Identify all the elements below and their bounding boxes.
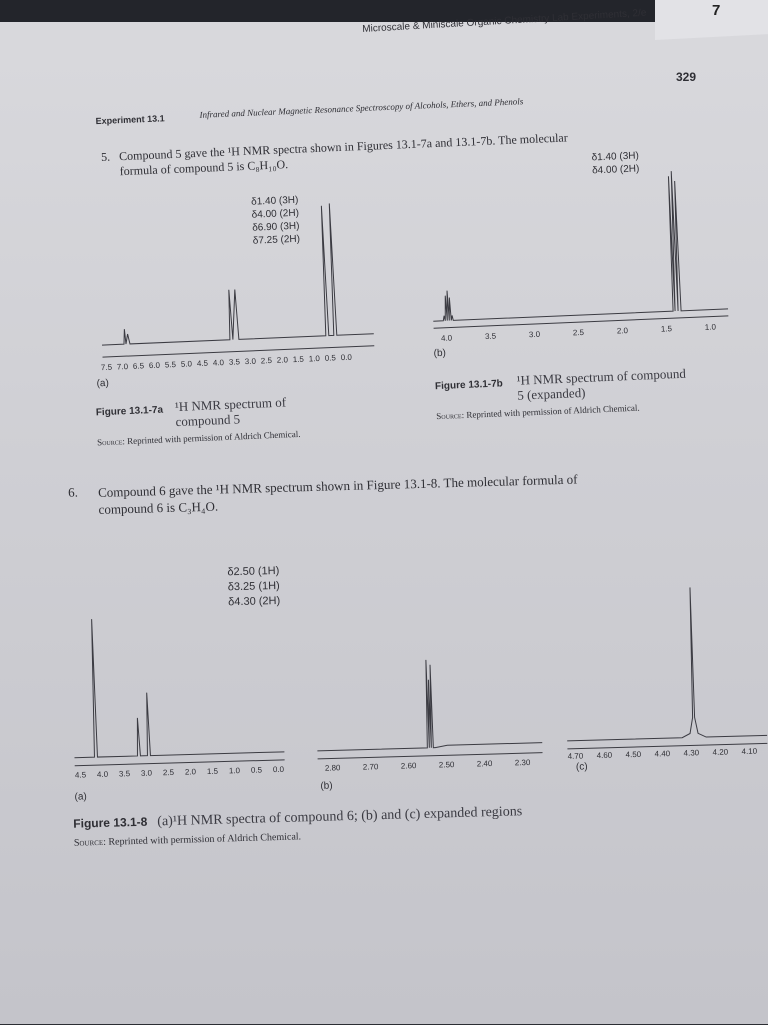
peak-shift: δ7.25 (2H) <box>252 233 301 247</box>
question-5-text: Compound 5 gave the ¹H NMR spectra shown in Figures 13.1-7a and 13.1-7b. The molecular formula of compound 5 is C₈H₁₀O. <box>118 130 568 179</box>
tick-label: 1.0 <box>308 353 321 364</box>
figure-source <box>97 425 387 447</box>
tick-label: 3.0 <box>244 356 257 367</box>
panel-label-8a: (a) <box>74 791 87 803</box>
tick-label: 1.5 <box>206 766 219 777</box>
tick-label: 1.0 <box>228 766 241 776</box>
tick-label: 4.40 <box>654 749 671 759</box>
figure-caption: ¹H NMR spectrum of compound 5 (expanded) <box>516 365 687 403</box>
running-head: Microscale & Miniscale Organic Chemistry Lab Experiments, 2/e <box>362 7 647 35</box>
panel-label-7a: (a) <box>96 377 110 390</box>
panel-label-8c: (c) <box>575 761 588 773</box>
tick-label: 0.0 <box>340 352 353 363</box>
tick-label: 4.20 <box>712 747 729 757</box>
tick-label: 4.60 <box>596 750 613 761</box>
tick-label: 2.60 <box>400 761 417 771</box>
question-5-number: 5. <box>100 149 111 164</box>
spectrum-8b <box>309 636 553 783</box>
panel-label-8b: (b) <box>320 780 333 792</box>
source-prefix: Source: <box>96 436 126 448</box>
tick-label: 1.5 <box>660 324 673 334</box>
tick-label: 2.70 <box>362 762 379 772</box>
tick-label: 2.5 <box>162 767 175 778</box>
tick-label: 3.5 <box>228 357 241 367</box>
lower-section <box>0 450 768 1025</box>
tick-label: 2.80 <box>324 763 341 773</box>
tick-label: 3.0 <box>528 329 541 340</box>
figure-13-1-7a-caption <box>95 390 387 447</box>
peak-list-7a <box>251 194 300 248</box>
figure-label: Figure 13.1-7a <box>95 404 164 419</box>
panel-label-7b: (b) <box>433 347 447 360</box>
peak-shift: δ6.90 (3H) <box>252 220 300 234</box>
source-text: Reprinted with permission of Aldrich Chemical. <box>108 831 302 848</box>
tick-label: 1.0 <box>704 322 717 332</box>
peak-list-8a <box>227 564 280 610</box>
tick-label: 0.5 <box>324 353 337 363</box>
tick-label: 4.5 <box>74 770 87 780</box>
tick-label: 3.5 <box>484 331 497 342</box>
tick-label: 6.5 <box>132 361 145 371</box>
peak-shift: δ1.40 (3H) <box>250 194 299 208</box>
axis-ticks-8a <box>75 765 285 780</box>
tick-label: 0.5 <box>250 765 263 775</box>
figure-caption: ¹H NMR spectrum of compound 5 <box>174 394 287 430</box>
tick-label: 4.70 <box>567 751 584 761</box>
spectrum-8c <box>557 565 768 761</box>
tick-label: 7.0 <box>116 362 129 372</box>
figure-source <box>436 399 736 422</box>
tick-label: 2.40 <box>476 759 493 769</box>
peak-list-7b <box>591 149 639 177</box>
question-6-number: 6. <box>67 484 79 500</box>
source-prefix: Source: <box>73 836 107 849</box>
peak-shift: δ4.30 (2H) <box>228 594 281 609</box>
tick-label: 4.30 <box>683 748 700 758</box>
tick-label: 7.5 <box>100 362 113 373</box>
peak-shift: δ4.00 (2H) <box>591 163 640 177</box>
figure-caption: (a)¹H NMR spectra of compound 6; (b) and (c) expanded regions <box>157 804 523 830</box>
peak-shift: δ4.00 (2H) <box>251 207 300 221</box>
figure-label: Figure 13.1-8 <box>73 814 148 831</box>
axis-ticks-8b <box>325 758 531 773</box>
experiment-label: Experiment 13.1 <box>95 113 165 127</box>
tick-label: 5.0 <box>180 359 193 369</box>
figure-label: Figure 13.1-7b <box>434 378 504 393</box>
axis-ticks-7b <box>441 322 717 343</box>
peak-shift: δ1.40 (3H) <box>591 150 640 164</box>
tick-label: 2.5 <box>572 327 585 338</box>
tick-label: 0.0 <box>272 764 285 775</box>
tick-label: 2.50 <box>438 760 455 770</box>
tick-label: 2.0 <box>276 355 289 365</box>
tick-label: 1.5 <box>292 354 305 365</box>
source-prefix: Source: <box>436 410 465 422</box>
spectrum-7a <box>87 173 395 385</box>
figure-13-1-7b-caption <box>435 364 737 422</box>
source-text: Reprinted with permission of Aldrich Chemical. <box>466 402 640 420</box>
tick-label: 4.10 <box>741 746 758 757</box>
experiment-title: Infrared and Nuclear Magnetic Resonance Spectroscopy of Alcohols, Ethers, and Phenols <box>199 96 524 120</box>
tick-label: 4.50 <box>625 749 642 760</box>
peak-shift: δ3.25 (1H) <box>227 579 280 594</box>
tick-label: 4.0 <box>96 769 109 780</box>
tick-label: 3.0 <box>140 768 153 778</box>
page-number: 329 <box>676 70 697 84</box>
tick-label: 3.5 <box>118 769 131 779</box>
question-6-text: Compound 6 gave the ¹H NMR spectrum shown in Figure 13.1-8. The molecular formula of compound 6 is C₃H₄O. <box>97 471 578 517</box>
tick-label: 2.30 <box>514 757 531 768</box>
tick-label: 4.0 <box>440 333 453 343</box>
tick-label: 5.5 <box>164 360 177 370</box>
figure-13-1-8-caption <box>73 797 714 849</box>
axis-ticks-8c <box>568 747 758 761</box>
tick-label: 2.5 <box>260 356 273 366</box>
source-text: Reprinted with permission of Aldrich Chemical. <box>126 428 301 447</box>
tick-label: 4.0 <box>212 358 225 368</box>
peak-shift: δ2.50 (1H) <box>227 564 280 579</box>
tick-label: 2.0 <box>616 326 629 336</box>
chapter-tab-number: 7 <box>712 2 721 19</box>
upper-section <box>0 0 768 474</box>
tick-label: 2.0 <box>184 767 197 777</box>
tick-label: 6.0 <box>148 360 161 371</box>
tick-label: 4.5 <box>196 358 209 369</box>
spectrum-7b <box>421 144 739 357</box>
